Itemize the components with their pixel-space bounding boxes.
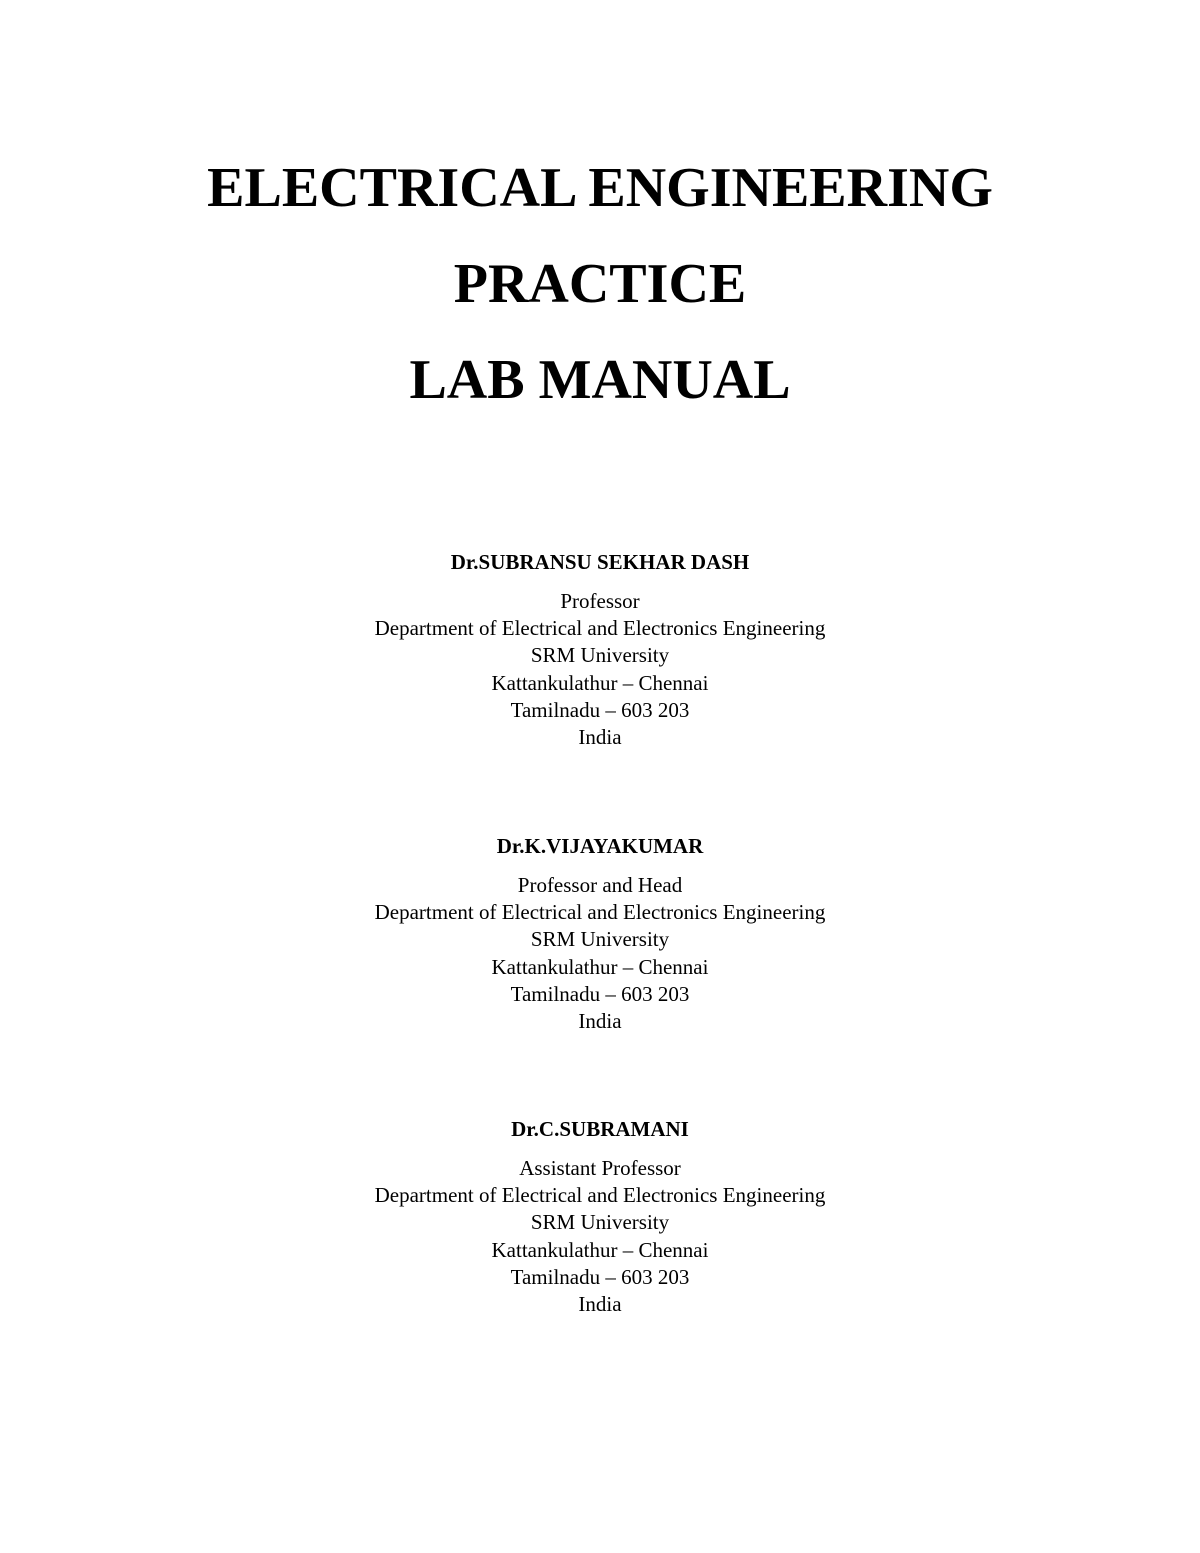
author-block-1: [0, 549, 1200, 751]
author-department: Department of Electrical and Electronics Engineering: [374, 1183, 826, 1208]
author-name: Dr.K.VIJAYAKUMAR: [496, 834, 704, 858]
author-country: India: [578, 1292, 622, 1317]
author-city: Kattankulathur – Chennai: [491, 954, 709, 979]
document-title: [0, 140, 1200, 428]
author-country: India: [578, 1009, 622, 1034]
author-position: Assistant Professor: [519, 1156, 681, 1180]
author-position: Professor and Head: [517, 873, 683, 897]
author-state: Tamilnadu – 603 203: [510, 697, 690, 722]
author-block-3: [0, 1116, 1200, 1318]
author-department: Department of Electrical and Electronics Engineering: [374, 616, 826, 641]
author-position: Professor: [560, 589, 640, 613]
author-university: SRM University: [530, 1210, 670, 1235]
author-state: Tamilnadu – 603 203: [510, 981, 690, 1006]
author-country: India: [578, 725, 622, 750]
author-block-2: [0, 833, 1200, 1035]
title-line-3: LAB MANUAL: [409, 349, 791, 411]
author-university: SRM University: [530, 927, 670, 952]
author-state: Tamilnadu – 603 203: [510, 1264, 690, 1289]
author-city: Kattankulathur – Chennai: [491, 670, 709, 695]
title-line-1: ELECTRICAL ENGINEERING: [207, 157, 993, 219]
author-university: SRM University: [530, 643, 670, 668]
author-city: Kattankulathur – Chennai: [491, 1237, 709, 1262]
author-name: Dr.C.SUBRAMANI: [511, 1117, 689, 1141]
author-department: Department of Electrical and Electronics Engineering: [374, 900, 826, 925]
author-name: Dr.SUBRANSU SEKHAR DASH: [450, 550, 750, 574]
title-line-2: PRACTICE: [453, 253, 747, 315]
